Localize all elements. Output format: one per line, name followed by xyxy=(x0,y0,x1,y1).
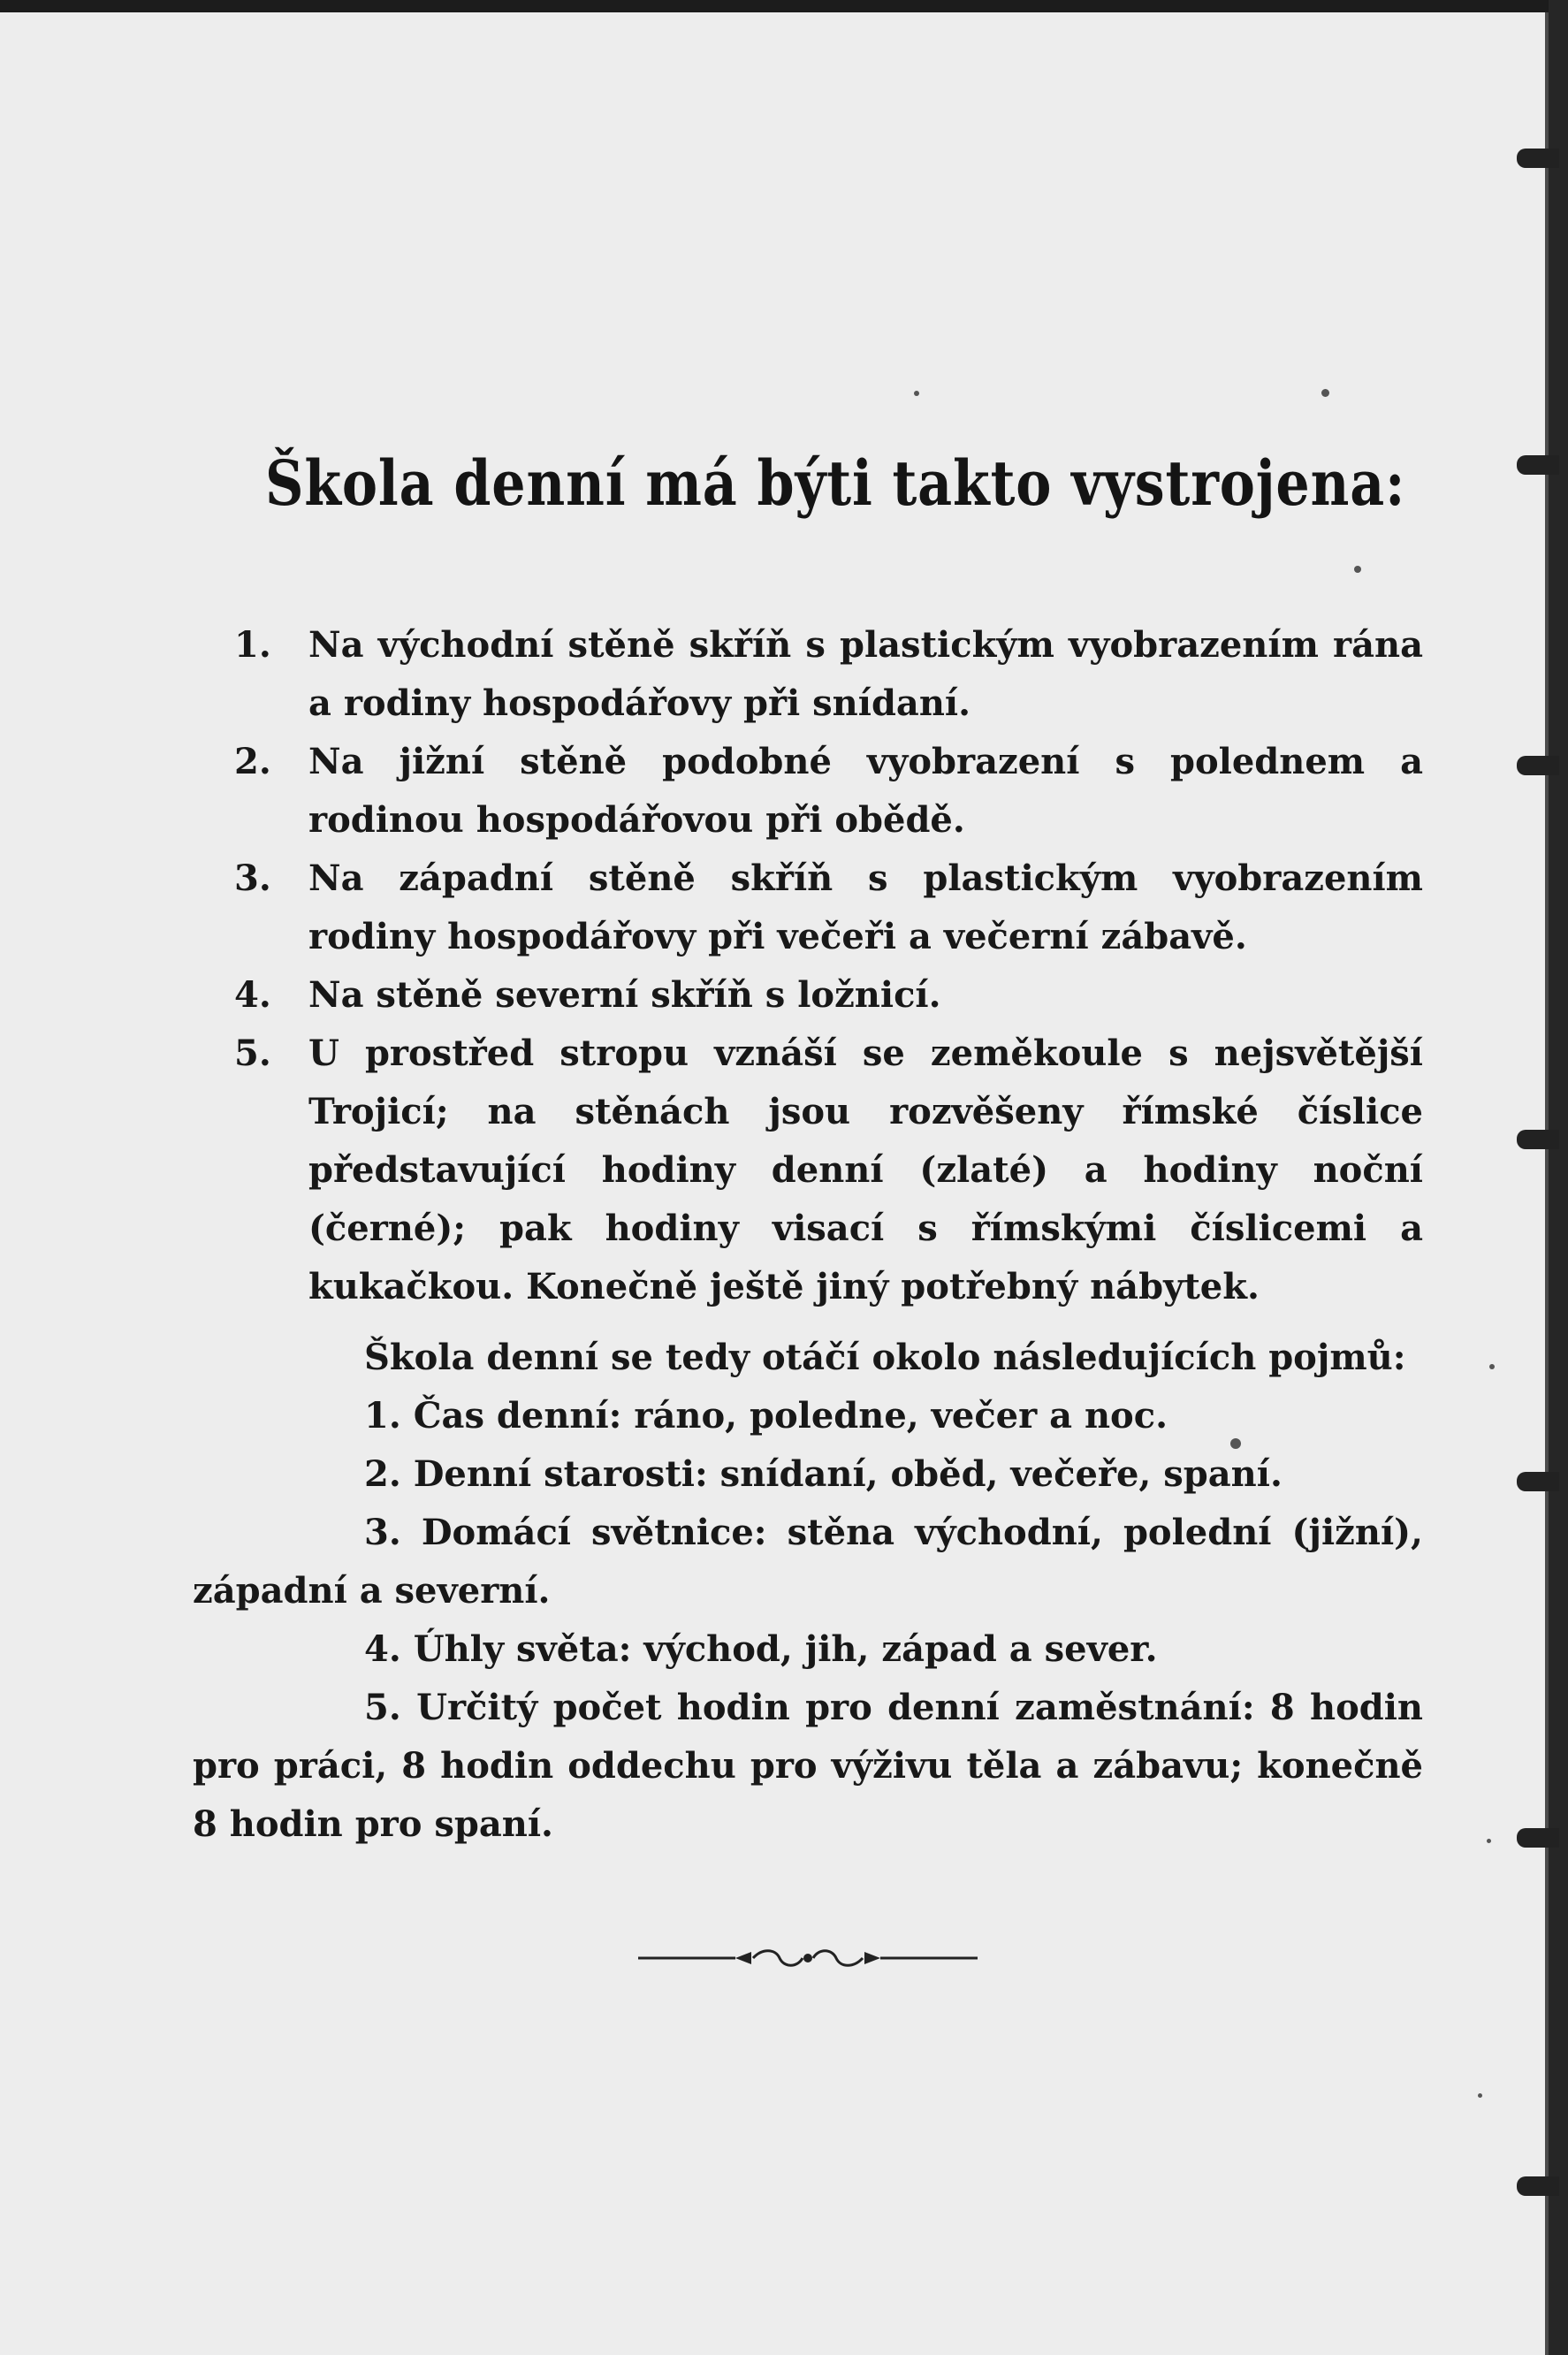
concept-text: Denní starosti: snídaní, oběd, večeře, spaní. xyxy=(413,1453,1283,1495)
binding-mark xyxy=(1517,756,1559,775)
concepts-intro: Škola denní se tedy otáčí okolo následujících pojmů: xyxy=(364,1337,1406,1378)
concept-item xyxy=(193,1445,1423,1504)
concept-item xyxy=(193,1387,1423,1445)
item-text: U prostřed stropu vznáší se zeměkoule s nejsvětější Trojicí; na stěnách jsou rozvěšeny římské číslice představující hodiny denní (zlaté) a hodiny noční (černé); pak hodiny visací s římskými číslicemi a kukačkou. Konečně ještě jiný potřebný nábytek. xyxy=(308,1033,1423,1307)
concept-number: 5. xyxy=(364,1687,401,1728)
scan-border-right xyxy=(1549,0,1568,2355)
list-item xyxy=(234,616,1423,733)
item-text: Na jižní stěně podobné vyobrazení s polednem a rodinou hospodářovou při obědě. xyxy=(308,741,1423,841)
item-number: 5. xyxy=(234,1033,271,1074)
scan-speck xyxy=(1478,2093,1482,2098)
scan-speck xyxy=(1489,1364,1495,1369)
concept-number: 1. xyxy=(364,1395,401,1437)
concept-item xyxy=(193,1679,1423,1854)
item-text: Na západní stěně skříň s plastickým vyobrazením rodiny hospodářovy při večeři a večerní zábavě. xyxy=(308,857,1423,957)
binding-mark xyxy=(1517,1130,1559,1149)
item-number: 4. xyxy=(234,974,271,1016)
concept-text: Určitý počet hodin pro denní zaměstnání: 8 hodin pro práci, 8 hodin oddechu pro výživu těla a zábavu; konečně 8 hodin pro spaní. xyxy=(193,1687,1423,1845)
concept-item xyxy=(193,1620,1423,1679)
equipment-list xyxy=(234,616,1423,1316)
ornament-divider-icon xyxy=(638,1945,978,1971)
binding-mark xyxy=(1517,1472,1559,1491)
item-number: 1. xyxy=(234,624,271,666)
concept-number: 3. xyxy=(364,1512,401,1553)
concept-number: 2. xyxy=(364,1453,401,1495)
binding-mark xyxy=(1517,149,1559,168)
list-item xyxy=(234,1025,1423,1316)
concept-text: Úhly světa: východ, jih, západ a sever. xyxy=(413,1628,1158,1670)
scan-speck xyxy=(914,391,919,396)
concept-item xyxy=(193,1504,1423,1620)
list-item xyxy=(234,850,1423,966)
binding-mark xyxy=(1517,455,1559,475)
binding-mark xyxy=(1517,1828,1559,1848)
list-item xyxy=(234,733,1423,850)
scan-border-top xyxy=(0,0,1568,12)
scan-speck xyxy=(1487,1839,1491,1843)
concept-number: 4. xyxy=(364,1628,401,1670)
scan-speck xyxy=(1321,389,1329,397)
item-text: Na východní stěně skříň s plastickým vyobrazením rána a rodiny hospodářovy při snídaní. xyxy=(308,624,1423,724)
list-item xyxy=(234,966,1423,1025)
item-number: 3. xyxy=(234,857,271,899)
scan-speck xyxy=(1354,566,1361,573)
concept-text: Čas denní: ráno, poledne, večer a noc. xyxy=(413,1395,1168,1437)
item-text: Na stěně severní skříň s ložnicí. xyxy=(308,974,941,1016)
item-number: 2. xyxy=(234,741,271,782)
binding-mark xyxy=(1517,2176,1559,2196)
concept-text: Domácí světnice: stěna východní, polední (jižní), západní a severní. xyxy=(193,1512,1423,1612)
page-title: Škola denní má býti takto vystrojena: xyxy=(265,446,1406,520)
